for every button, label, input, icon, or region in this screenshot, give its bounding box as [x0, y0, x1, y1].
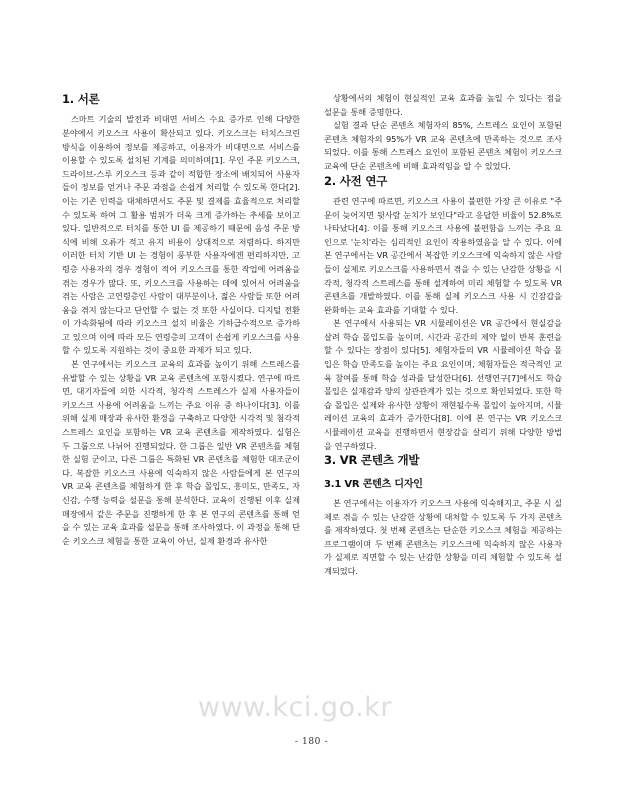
- paragraph: 스마트 기술의 발전과 비대면 서비스 수요 증가로 인해 다양한 분야에서 키오스크 사용이 확산되고 있다. 키오스크는 터치스크린 방식을 이용하여 정보를 제공하고, 이용자가 비대면으로 서비스를 이용할 수 있도록 설치된 기계를 의미하며[1]. 무인 주문 키오스크, 드라이브-스루 키오스크 등과 같이 적합한 장소에 배치되어 사용자들이 정보를 얻거나 주문 과점을 손쉽게 처리할 수 있도록 한다[2]. 이는 기존 인력을 대체하면서도 주문 및 결제를 효율적으로 처리할 수 있도록 하여 그 활용 범위가 더욱 크게 증가하는 추세를 보이고 있다. 일반적으로 터치를 통한 UI 를 제공하기 때문에 음성 주문 방식에 비해 오류가 적고 유지 비용이 상대적으로 저렴하다. 하지만 이러한 터치 기반 UI 는 경험이 풍부한 사용자에겐 편리하지만, 고령층 사용자의 경우 경험이 적어 키오스크를 통한 작업에 어려움을 겪는 경우가 많다. 또, 키오스크를 사용하는 데에 있어서 어려움을 겪는 사람은 고연령층인 사람이 대부분이나, 젊은 사람들 또한 어려움을 겪지 않는다고 단언할 수 없는 것 또한 사실이다. 디지털 전환이 가속화됨에 따라 키오스크 설치 비율은 기하급수적으로 증가하고 있으며 이에 따라 모든 연령층의 고객이 손쉽게 키오스크를 사용할 수 있도록 지원하는 것이 중요한 과제가 되고 있다.: [62, 114, 300, 356]
- paragraph: 본 연구에서 사용되는 VR 시뮬레이션은 VR 공간에서 현실감을 살려 학습 몰입도를 높이며, 시간과 공간의 제약 없이 반복 훈련을 할 수 있다는 장점이 있다[5]. 체험자들의 VR 시뮬레이션 학습 몰입은 학습 만족도를 높이는 주요 요인이며, 체험자들은 적극적인 교육 참여를 통해 학습 성과를 달성한다[6]. 선행연구[7]에서도 학습 몰입은 실재감과 양의 상관관계가 있는 것으로 확인되었다. 또한 학습 몰입은 실제와 유사한 상황이 재현될수록 몰입이 높아지며, 시뮬레이션 교육의 효과가 증가한다[8]. 이에 본 연구는 VR 키오스크 시뮬레이션 교육을 진행하면서 현장감을 살리기 위해 다양한 방법을 연구하였다.: [324, 318, 562, 451]
- paragraph: 상황에서의 체험이 현실적인 교육 효과를 높일 수 있다는 점을 설문을 통해 증명한다.: [324, 93, 562, 117]
- kci-watermark: www.kci.go.kr: [198, 692, 392, 723]
- subsection-heading-vr-content-design: 3.1 VR 콘텐츠 디자인: [324, 478, 423, 490]
- two-column-body: [62, 92, 562, 692]
- paragraph: 실험 결과 단순 콘텐츠 체험자의 85%, 스트레스 요인이 포함된 콘텐츠 체험자의 95%가 VR 교육 콘텐츠에 만족하는 것으로 조사되었다. 이를 통해 스트레스 요인이 포함된 콘텐츠 체험이 키오스크 교육에 단순 콘텐츠에 비해 효과적임을 알 수 있었다.: [324, 120, 562, 171]
- paragraph: 본 연구에서는 이용자가 키오스크 사용에 익숙해지고, 주문 시 실제로 겪을 수 있는 난감한 상황에 대처할 수 있도록 두 가지 콘텐츠를 제작하였다. 첫 번째 콘텐츠는 단순한 키오스크 체험을 제공하는 프로그램이며 두 번째 콘텐츠는 키오스크에 익숙하지 않은 사용자가 실제로 직면할 수 있는 난감한 상황을 미리 체험할 수 있도록 설계되었다.: [324, 498, 562, 577]
- section-heading-prior-research: 2. 사전 연구: [324, 173, 388, 188]
- left-column: [62, 92, 300, 692]
- section-heading-introduction: 1. 서론: [62, 92, 100, 106]
- paragraph: 본 연구에서는 키오스크 교육의 효과를 높이기 위해 스트레스를 유발할 수 있는 상황을 VR 교육 콘텐츠에 포함시켰다. 연구에 따르면, 대기자들에 의한 시각적, 청각적 스트레스가 실제 사용자들이 키오스크 사용에 어려움을 느끼는 주요 이유 중 하나이다[3]. 이를 위해 실제 매장과 유사한 환경을 구축하고 다양한 시각적 및 첨각적 스트레스 요인을 포함하는 VR 교육 콘텐츠를 제작하였다. 실험은 두 그룹으로 나뉘어 진행되었다. 한 그룹은 일반 VR 콘텐츠를 체험한 실험 군이고, 다른 그룹은 특화된 VR 콘텐츠를 체험한 대조군이다. 복잡한 키오스크 사용에 익숙하지 않은 사람들에게 본 연구의 VR 교육 콘텐츠를 체험하게 한 후 학습 몰입도, 흥미도, 만족도, 자신감, 수행 능력을 설문을 통해 분석한다. 교육이 진행된 이후 실제 매장에서 같은 주문을 진행하게 한 후 본 연구의 콘텐츠를 통해 얻을 수 있는 교육 효과를 설문을 통해 조사하였다. 이 과정을 통해 단순 키오스크 체험을 통한 교육이 아닌, 실제 환경과 유사한: [62, 359, 300, 546]
- page-number: - 180 -: [294, 737, 329, 747]
- section-heading-vr-content-development: 3. VR 콘텐츠 개발: [324, 453, 420, 468]
- paragraph: 관련 연구에 따르면, 키오스크 사용이 불편한 가장 큰 이유로 "주문이 늦어지면 뒷사람 눈치가 보인다"라고 응답한 비율이 52.8%로 나타났다[4]. 이를 통해 키오스크 사용에 불편함을 느끼는 주요 요인으로 '눈치'라는 심리적인 요인이 작용하였음을 알 수 있다. 이에 본 연구에서는 VR 공간에서 복잡한 키오스크에 익숙하지 않은 사람들이 실제로 키오스크를 사용하면서 겪을 수 있는 난감한 상황을 시각적, 청각적 스트레스를 통해 설계하여 미리 체험할 수 있도록 VR 콘텐츠를 개발하였다. 이를 통해 실제 키오스크 사용 시 긴잠갑을 완화하는 교육 효과를 기대할 수 있다.: [324, 195, 562, 315]
- right-column: [324, 92, 562, 692]
